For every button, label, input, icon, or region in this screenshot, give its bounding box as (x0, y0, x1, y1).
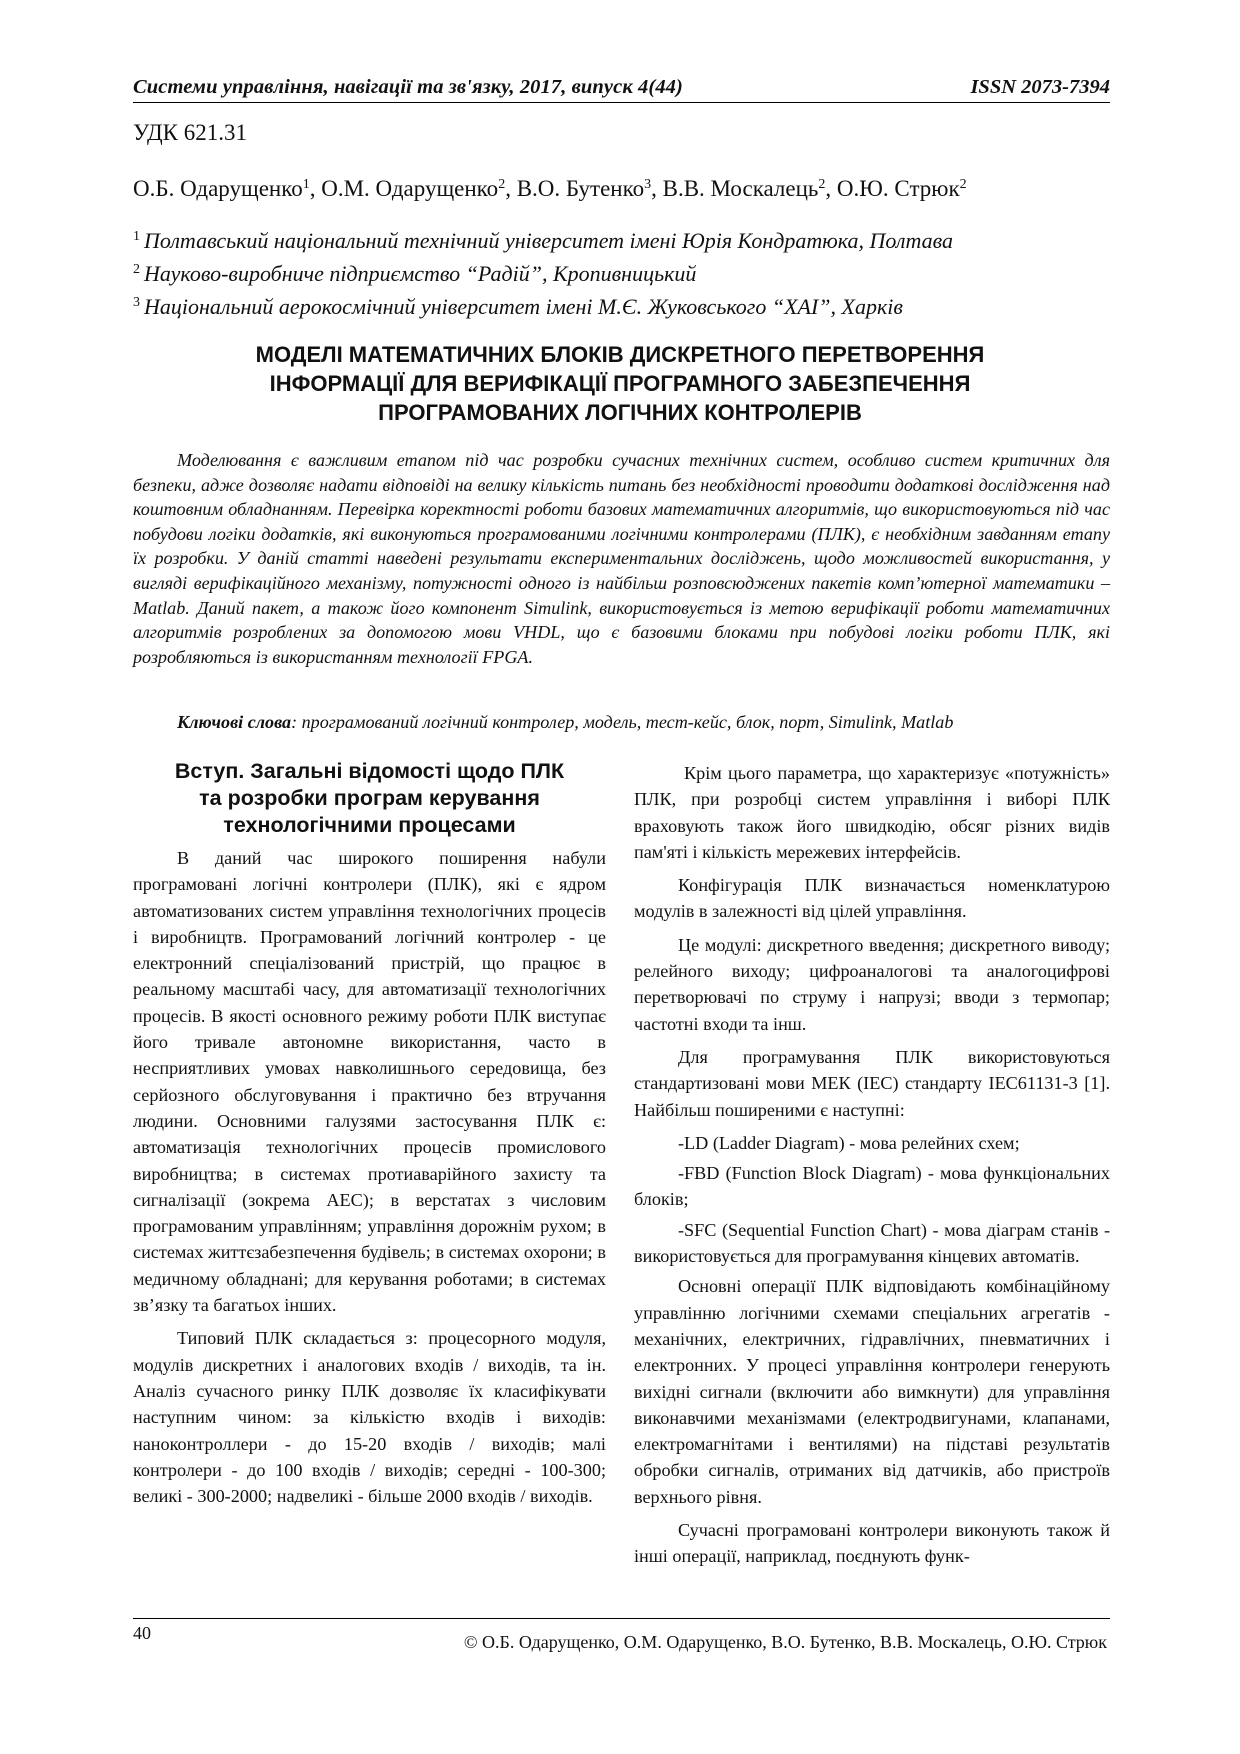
udk-code: УДК 621.31 (133, 120, 247, 145)
title-line: ПРОГРАМОВАНИХ ЛОГІЧНИХ КОНТРОЛЕРІВ (378, 400, 862, 425)
author-affiliation-mark: 2 (818, 177, 826, 192)
body-paragraph: Конфігурація ПЛК визначається номенклатурою модулів в залежності від цілей управління. (634, 875, 1110, 922)
abstract: Моделювання є важливим етапом під час розробки сучасних технічних систем, особливо систем критичних для безпеки, адже дозволяє надати відповіді на велику кількість питань без необхідності проводити додаткові дослідження над коштовним обладнанням. Перевірка коректності роботи базових математичних алгоритмів, що використовуються під час побудови логіки додатків, які виконуються програмованими логічними контролерами (ПЛК), є необхідним завданням етапу їх розробки. У даній статті наведені результати експериментальних досліджень, щодо можливостей використання, у вигляді верифікаційного механізму, потужності одного із найбільш розповсюджених пакетів комп’ютерної математики – Matlab. Даний пакет, а також його компонент Simulink, використовується із метою верифікації роботи математичних алгоритмів розроблених за допомогою мови VHDL, що є базовими блоками при побудові логіки роботи ПЛК, які розробляються із використанням технології FPGA. (133, 450, 1110, 667)
author-list: О.Б. Одарущенко$^1$, О.М. Одарущенко$^2$, В.О. Бутенко$^3$, В.В. Москалець$^2$, О.Ю. Стрюк$^2$ (133, 176, 967, 201)
author-affiliation-mark: 1 (302, 177, 310, 192)
body-paragraph: Це модулі: дискретного введення; дискретного виводу; релейного виходу; цифроаналогові та аналогоцифрові перетворювачі по струму і напрузі; вводи з термопар; частотні входи та інш. (634, 934, 1110, 1034)
journal-name: Системи управління, навігації та зв'язку, 2017, випуск 4(44) (133, 76, 683, 98)
keywords (177, 712, 953, 733)
issn: ISSN 2073-7394 (970, 76, 1110, 98)
title-line: МОДЕЛІ МАТЕМАТИЧНИХ БЛОКІВ ДИСКРЕТНОГО ПЕРЕТВОРЕННЯ (255, 342, 985, 367)
body-paragraph: Типовий ПЛК складається з: процесорного модуля, модулів дискретних і аналогових входів / виходів, та ін. Аналіз сучасного ринку ПЛК дозволяє їх класифікувати наступним чином: за кількістю входів і виходів: наноконтроллери - до 15-20 входів / виходів; малі контролери - до 100 входів / виходів; середні - 100-300; великі - 300-2000; надвеликі - більше 2000 входів / виходів. (133, 1328, 606, 1507)
footer-divider (133, 1618, 1110, 1619)
author: В.В. Москалець (662, 176, 819, 201)
author-affiliation-mark: 2 (959, 177, 967, 192)
list-item: -FBD (Function Block Diagram) - мова функціональних блоків; (634, 1163, 1110, 1210)
affiliation-text: Полтавський національний технічний університет імені Юрія Кондратюка, Полтава (144, 228, 953, 253)
affiliation-number: 2 (133, 262, 140, 277)
affiliation (133, 288, 953, 321)
affiliation-number: 1 (133, 229, 140, 244)
list-item: -SFC (Sequential Function Chart) - мова діаграм станів - використовується для програмування кінцевих автоматів. (634, 1219, 1110, 1267)
affiliation (133, 255, 953, 288)
affiliation-text: Науково-виробниче підприємство “Радій”, Кропивницький (144, 261, 697, 286)
affiliation (133, 222, 953, 255)
affiliation-number: 3 (133, 295, 140, 310)
section-title-line: Вступ. Загальні відомості щодо ПЛК (174, 759, 565, 783)
title-line: ІНФОРМАЦІЇ ДЛЯ ВЕРИФІКАЦІЇ ПРОГРАМНОГО ЗАБЕЗПЕЧЕННЯ (269, 371, 971, 396)
body-paragraph: Для програмування ПЛК використовуються стандартизовані мови МЕК (IEC) стандарту IEC61131-3 [1]. Найбільш поширеними є наступні: (634, 1046, 1110, 1120)
body-paragraph: Крім цього параметра, що характеризує «потужність» ПЛК, при розробці систем управління і виборі ПЛК враховують також його швидкодію, обсяг різних видів пам'яті і кількість мережевих інтерфейсів. (634, 763, 1110, 862)
running-header (133, 76, 1110, 103)
list-item: -LD (Ladder Diagram) - мова релейних схем; (678, 1132, 1020, 1153)
paper-title (160, 340, 1080, 427)
section-title-line: технологічними процесами (223, 813, 516, 837)
author-affiliation-mark: 3 (644, 177, 652, 192)
keywords-text: : програмований логічний контролер, модель, тест-кейс, блок, порт, Simulink, Matlab (291, 712, 954, 732)
author-affiliation-mark: 2 (498, 177, 506, 192)
copyright-notice: © О.Б. Одарущенко, О.М. Одарущенко, В.О. Бутенко, В.В. Москалець, О.Ю. Стрюк (463, 1632, 1107, 1652)
body-paragraph: В даний час широкого поширення набули програмовані логічні контролери (ПЛК), які є ядром автоматизованих систем управління технологічних процесів і виробництв. Програмований логічний контролер - це електронний спеціалізований пристрій, що працює в реальному масштабі часу, для автоматизації технологічних процесів. В якості основного режиму роботи ПЛК виступає його тривале автономне використання, часто в несприятливих умовах навколишнього середовища, без серйозного обслуговування і практично без втручання людини. Основними галузями застосування ПЛК є: автоматизація технологічних процесів промислового виробництва; в системах протиаварійного захисту та сигналізації (зокрема АЕС); в верстатах з числовим програмованим управлінням; управління дорожнім рухом; в системах життєзабезпечення будівель; в системах охорони; в медичному обладнані; для керування роботами; в системах зв’язку та багатьох інших. (133, 848, 606, 1316)
author: О.Ю. Стрюк (836, 176, 960, 201)
page-number: 40 (133, 1623, 151, 1643)
section-title-line: та розробки програм керування (199, 786, 540, 810)
left-column (133, 758, 606, 1516)
body-paragraph: Сучасні програмовані контролери виконують також й інші операції, наприклад, поєднують функ- (634, 1520, 1110, 1567)
author: О.Б. Одарущенко (133, 176, 303, 201)
keywords-label: Ключові слова (177, 712, 292, 732)
author: О.М. Одарущенко (321, 176, 499, 201)
section-title (133, 758, 606, 839)
author: В.О. Бутенко (516, 176, 645, 201)
body-paragraph: Основні операції ПЛК відповідають комбінаційному управлінню логічними схемами спеціальних агрегатів - механічних, електричних, гідравлічних, пневматичних і електронних. У процесі управління контролери генерують вихідні сигнали (включити або вимкнути) для управління виконавчими механізмами (електродвигунами, клапанами, електромагнітами і вентилями) на підставі результатів обробки сигналів, отриманих від датчиків, або пристроїв верхнього рівня. (634, 1276, 1110, 1507)
right-column (634, 760, 1110, 1577)
affiliation-text: Національний аерокосмічний університет імені М.Є. Жуковського “ХАІ”, Харків (144, 294, 903, 319)
affiliation-list (133, 222, 953, 321)
